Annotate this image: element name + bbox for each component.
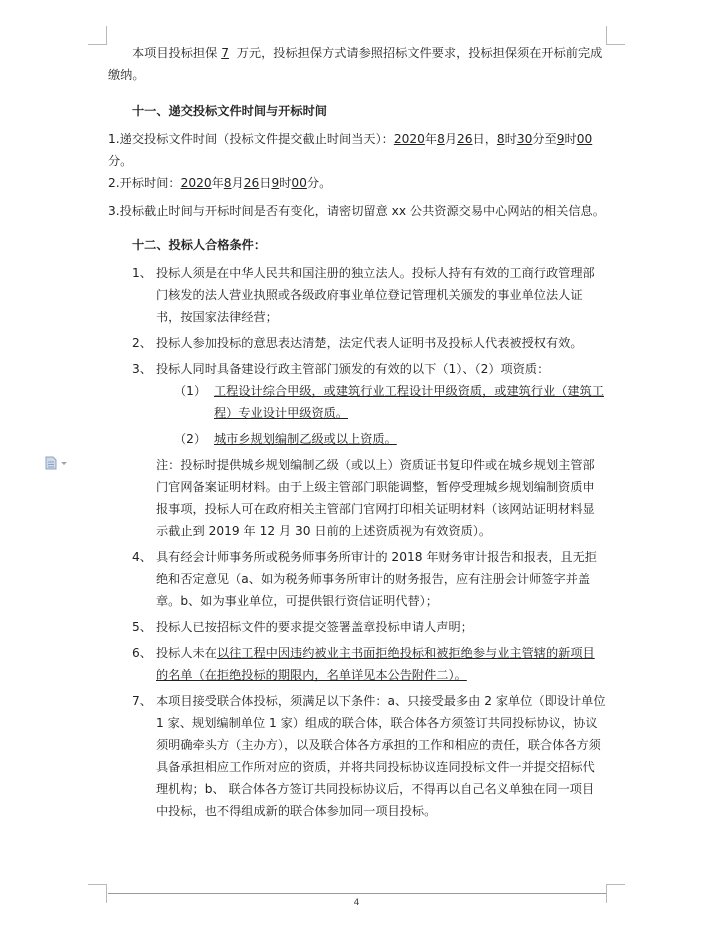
- list-number: 4、: [132, 550, 152, 564]
- list-text: [154, 642, 606, 686]
- list-number: 1、: [132, 266, 152, 280]
- list-item: [132, 616, 606, 638]
- document-body: [108, 42, 606, 822]
- day: 26: [457, 132, 473, 146]
- sub-list-text: 城市乡规划编制乙级或以上资质。: [214, 432, 397, 446]
- hour: 9: [271, 176, 280, 190]
- list-number: 3、: [132, 362, 152, 376]
- unit: 时: [279, 176, 292, 190]
- list-number: 5、: [132, 620, 152, 634]
- margin-corner-top-right: [606, 26, 625, 45]
- list-text: 具有经会计师事务所或税务师事务所审计的 2018 年财务审计报告和报表，且无拒绝和否定意见（a、如为税务师事务所审计的财务报告，应有注册会计师签字并盖章。b、如为事业单位，可提供银行资信证明代替）；: [156, 550, 597, 608]
- year: 2020: [393, 132, 425, 146]
- unit: 年: [424, 132, 438, 146]
- section-11-heading: 十一、递交投标文件时间与开标时间: [132, 104, 327, 118]
- unit: 分。: [108, 154, 133, 168]
- intro-text-2: 万元，投标担保方式请参照招标文件要求，投标担保须在开标前完成缴纳。: [108, 46, 603, 82]
- qualification-note: 注：投标时提供城乡规划编制乙级（或以上）资质证书复印件或在城乡规划主管部门官网备案证明材料。由于上级主管部门职能调整，暂停受理城乡规划编制资质申报事项，投标人可在政府相关主管部门官网打印相关证明材料（该网站证明材料显示截止到 2019 年 12 月 30 日前的上述资质视为有效资质）。: [156, 458, 595, 538]
- unit: 年: [211, 176, 224, 190]
- page-number: 4: [353, 898, 360, 908]
- minute: 00: [576, 132, 593, 146]
- unit: 月: [231, 176, 244, 190]
- list-text-underlined: 以往工程中因违约被业主书面拒绝投标和被拒绝参与业主管辖的新项目的名单（在拒绝投标的期限内，名单详见本公告附件二）。: [156, 646, 595, 682]
- label: 2.开标时间：: [108, 176, 181, 190]
- margin-corner-top-left: [88, 26, 107, 45]
- year: 2020: [180, 176, 212, 190]
- section-12-heading: 十二、投标人合格条件：: [132, 238, 267, 252]
- minute: 00: [291, 176, 307, 190]
- unit: 时: [504, 132, 517, 146]
- minute: 30: [516, 132, 533, 146]
- guarantee-amount: 7: [221, 46, 229, 60]
- unit: 分至: [532, 132, 557, 146]
- list-text: 本项目接受联合体投标，须满足以下条件：a、只接受最多由 2 家单位（即设计单位 1 家、规划编制单位 1 家）组成的联合体，联合体各方须签订共同投标协议，协议须明确牵头方（主办方），以及联合体各方承担的工作和相应的责任，联合体各方须具备承担相应工作所对应的资质，并将共同投标协议连同投标文件一并提交招标代理机构；b、 联合体各方签订共同投标协议后，不得再以自己名义单独在同一项目中投标，也不得组成新的联合体参加同一项目投标。: [156, 694, 606, 818]
- unit: 时: [564, 132, 577, 146]
- document-icon[interactable]: [45, 455, 69, 469]
- list-text-part: 投标人未在: [156, 646, 217, 660]
- hour: 9: [556, 132, 565, 146]
- day: 26: [243, 176, 260, 190]
- list-item: [132, 642, 606, 686]
- unit: 月: [444, 132, 458, 146]
- unit: 日，: [472, 132, 497, 146]
- intro-paragraph: [108, 42, 606, 86]
- list-item: [132, 262, 606, 328]
- list-item: [132, 332, 606, 354]
- list-text: 投标人同时具备建设行政主管部门颁发的有效的以下（1）、（2）项资质：: [156, 362, 550, 376]
- list-item: [132, 358, 606, 380]
- submission-time-paragraph: [108, 128, 606, 172]
- sub-list-text: 工程设计综合甲级，或建筑行业工程设计甲级资质，或建筑行业（建筑工程）专业设计甲级资质。: [214, 384, 604, 420]
- label: 1.递交投标文件时间（投标文件提交截止时间当天）：: [108, 132, 394, 146]
- sub-list-item: [174, 380, 606, 424]
- list-text: 投标人已按招标文件的要求提交签署盖章投标申请人声明；: [156, 620, 473, 634]
- footer-rule: [108, 893, 606, 894]
- unit: 分。: [306, 176, 332, 190]
- list-text: 投标人参加投标的意思表达清楚，法定代表人证明书及投标人代表被授权有效。: [156, 336, 583, 350]
- list-item: [132, 546, 606, 612]
- sub-list-item: [174, 428, 606, 450]
- sub-list-number: （2）: [174, 432, 207, 446]
- list-text: 投标人须是在中华人民共和国注册的独立法人。投标人持有有效的工商行政管理部门核发的法人营业执照或各级政府事业单位登记管理机关颁发的事业单位法人证书，按国家法律经营；: [156, 266, 595, 324]
- sub-list-number: （1）: [174, 384, 207, 398]
- month: 8: [223, 176, 232, 190]
- list-item: [132, 690, 606, 822]
- unit: 日: [259, 176, 272, 190]
- list-number: 2、: [132, 336, 152, 350]
- month: 8: [437, 132, 445, 146]
- list-number: 6、: [132, 646, 152, 660]
- opening-time-paragraph: [108, 172, 606, 194]
- hour: 8: [496, 132, 505, 146]
- intro-text: 本项目投标担保: [132, 46, 218, 60]
- time-change-paragraph: 3.投标截止时间与开标时间是否有变化，请密切留意 xx 公共资源交易中心网站的相关信息。: [108, 204, 605, 218]
- list-number: 7、: [132, 694, 152, 708]
